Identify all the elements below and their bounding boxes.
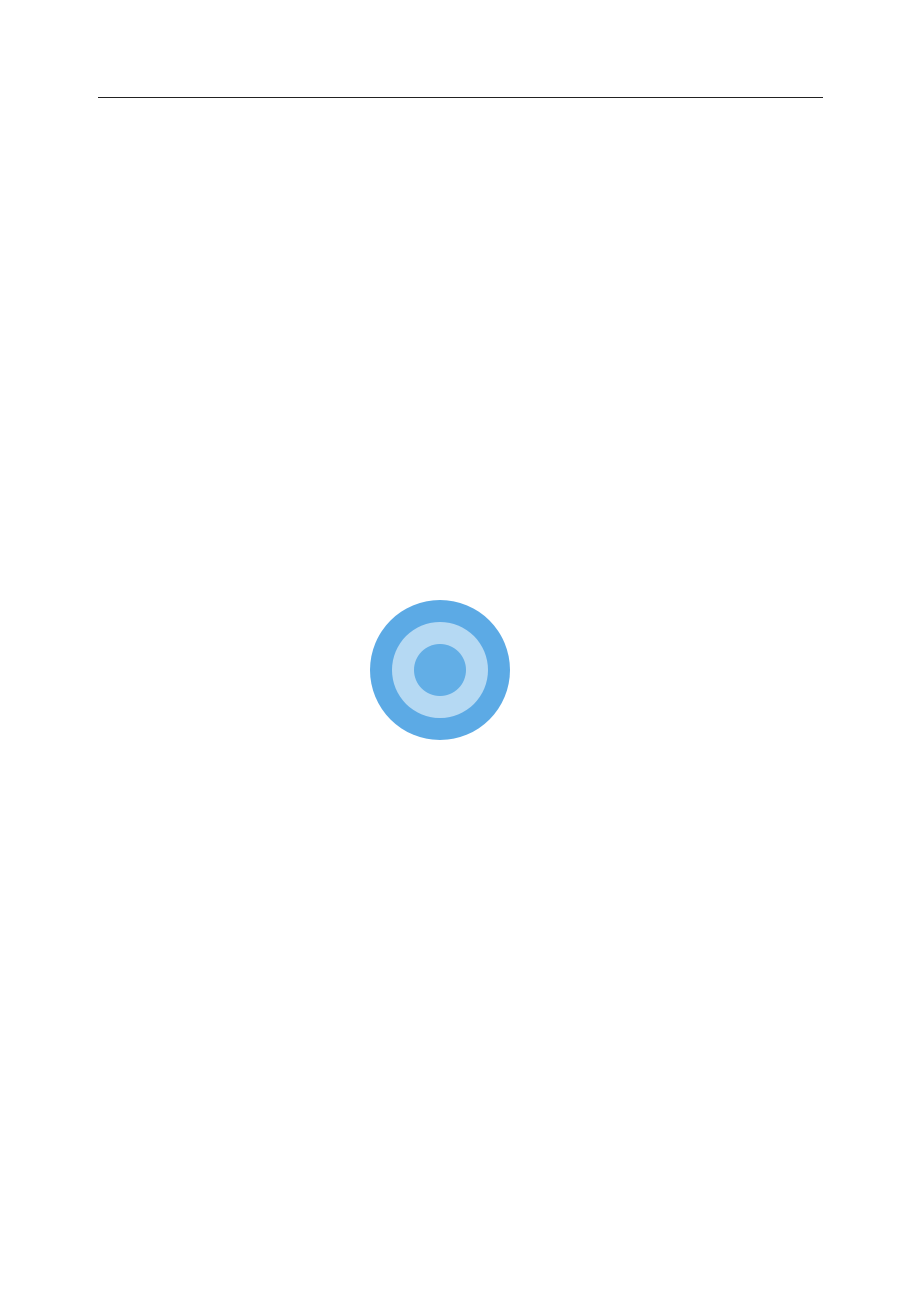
page-header [100,75,822,92]
watermark-logo [360,585,570,765]
header-divider [98,97,823,98]
logo-circle [370,600,510,740]
